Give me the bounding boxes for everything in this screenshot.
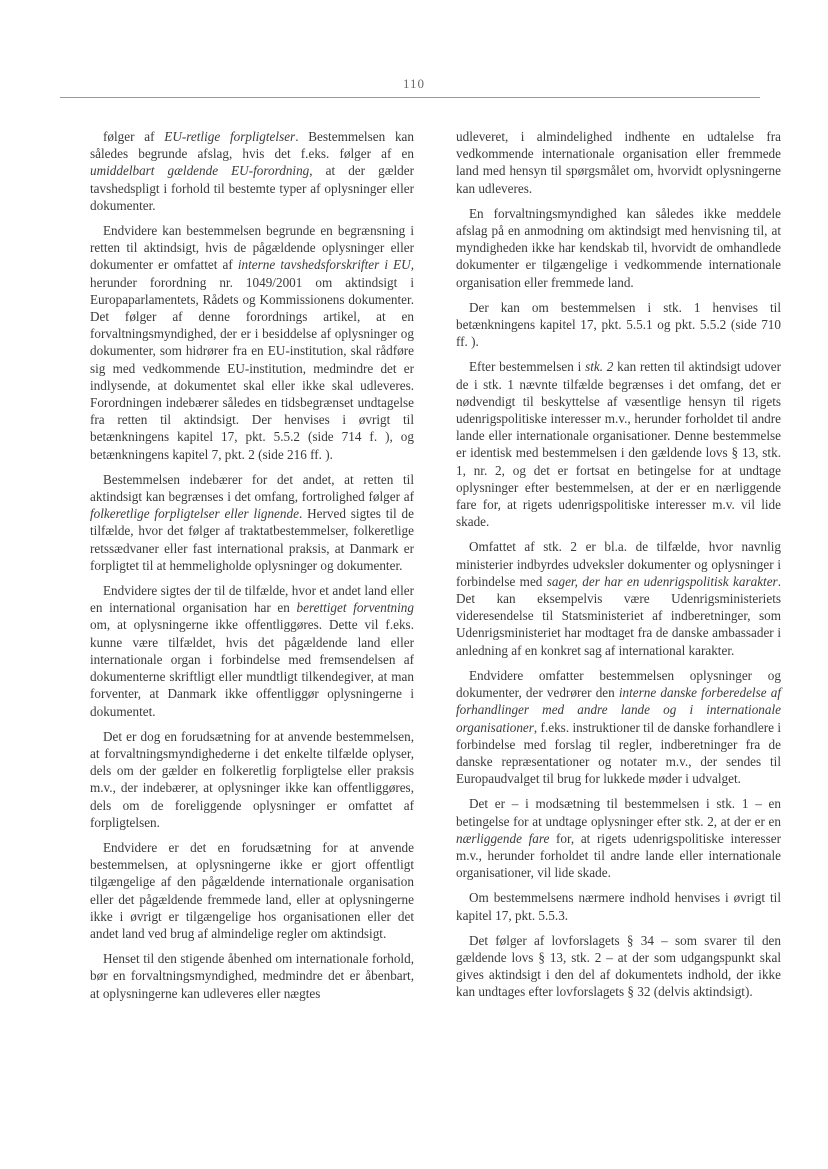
paragraph <box>90 728 414 831</box>
text-run: , herunder forordning nr. 1049/2001 om aktindsigt i Europaparlamentets, Rådets og Kommissionens dokumenter. Det følger af denne forordnings artikel, at en forvaltningsmyndighed, der er i besiddelse af oplysninger og dokumenter, som hidrører fra en EU-institution, skal rådføre sig med vedkommende EU-institution, medmindre det er indlysende, at dokumentet skal eller ikke skal udleveres. Forordningen indebærer således en tidsbegrænset undtagelse fra retten til aktindsigt. Der henvises i øvrigt til betænkningens kapitel 17, pkt. 5.5.2 (side 714 f. ), og betænkningens kapitel 7, pkt. 2 (side 216 ff. ). <box>90 257 415 462</box>
text-run: Det er dog en forudsætning for at anvende bestemmelsen, at forvaltningsmyndighederne i det enkelte tilfælde oplyser, dels om der gælder en folkeretlig forpligtelse eller praksis m.v., der indebærer, at oplysninger ikke kan offentliggøres, dels om de foreliggende oplysninger er omfattet af forpligtelsen. <box>90 728 414 830</box>
text-run: Efter bestemmelsen i <box>469 359 586 375</box>
italic-phrase: interne tavshedsforskrifter i EU <box>237 257 411 273</box>
paragraph <box>90 471 414 574</box>
paragraph <box>90 839 414 942</box>
text-run: Det følger af lovforslagets § 34 – som svarer til den gældende lovs § 13, stk. 2 – at der som udgangspunkt skal gives aktindsigt i den del af dokumentets indhold, der ikke kan undtages efter lovforslagets § 32 (delvis aktindsigt). <box>456 932 781 1000</box>
header-rule <box>60 97 760 98</box>
text-run: Det er – i modsætning til bestemmelsen i stk. 1 – en betingelse for at undtage oplysninger efter stk. 2, at der er en <box>456 796 781 829</box>
text-run: kan retten til aktindsigt udover de i stk. 1 nævnte tilfælde begrænses i det omfang, det er nødvendigt til beskyttelse af væsentlige hensyn til rigets udenrigspolitiske interesser m.v., herunder forholdet til andre lande eller internationale organisationer. Denne bestemmelse er identisk med bestemmelsen i den gældende lovs § 13, stk. 1, nr. 2, og det er fortsat en betingelse for at undtage oplysninger efter bestemmelsen, at der er en nærliggende fare for, at rigets udenrigspolitiske interesser m.v. vil lide skade. <box>456 359 781 530</box>
paragraph <box>456 128 781 197</box>
paragraph <box>456 299 781 351</box>
page-number: 110 <box>402 76 426 91</box>
paragraph <box>90 222 414 463</box>
text-run: En forvaltningsmyndighed kan således ikke meddele afslag på en anmodning om aktindsigt med henvisning til, at myndigheden ikke har kendskab til, hvorvidt de omhandlede dokumenter er tilgængelige i vedkommende internationale organisation eller fremmede land. <box>456 205 781 290</box>
text-run: Endvidere sigtes der til de tilfælde, hvor et andet land eller en international organisation har en <box>90 583 414 616</box>
text-run: Endvidere kan bestemmelsen begrunde en begrænsning i retten til aktindsigt, hvis de pågældende oplysninger eller dokumenter er omfattet af <box>90 223 414 273</box>
paragraph <box>456 795 781 881</box>
italic-phrase: stk. 2 <box>585 359 614 375</box>
text-run: , at der gælder tavshedspligt i forhold til bestemte typer af oplysninger eller dokumenter. <box>90 163 415 213</box>
text-run: Endvidere er det en forudsætning for at anvende bestemmelsen, at oplysningerne ikke er gjort offentligt tilgængelige af den pågældende internationale organisation eller det pågældende fremmede land, eller at oplysningerne ikke i øvrigt er tilgængelige hos organisationen eller det andet land ved brug af almindelige regler om aktindsigt. <box>90 839 414 941</box>
text-run: Bestemmelsen indebærer for det andet, at retten til aktindsigt kan begrænses i det omfang, fortrolighed følger af <box>90 471 414 505</box>
text-run: følger af <box>103 129 165 144</box>
text-run: . Herved sigtes til de tilfælde, hvor det følger af traktatbestemmelser, folkeretlige retssædvaner eller fast international praksis, at Danmark er forpligtet til at hemmeligholde oplysninger og dokumenter. <box>90 506 415 573</box>
text-run: Omfattet af stk. 2 er bl.a. de tilfælde, hvor navnlig ministerier indbyrdes udveksler dokumenter og oplysninger i forbindelse med <box>456 539 781 589</box>
paragraph <box>90 128 414 214</box>
paragraph <box>456 358 781 530</box>
italic-phrase: sager, der har en udenrigspolitisk karakter <box>546 573 778 589</box>
paragraph <box>456 932 781 1001</box>
text-run: for, at rigets udenrigspolitiske interesser m.v., herunder forholdet til andre lande eller internationale organisationer, vil lide skade. <box>456 830 782 881</box>
italic-phrase: nærliggende fare <box>456 830 550 846</box>
text-run: udleveret, i almindelighed indhente en udtalelse fra vedkommende internationale organisation eller fremmede land med hensyn til spørgsmålet om, hvorvidt oplysningerne kan udleveres. <box>456 129 781 196</box>
text-run: , f.eks. instruktioner til de danske forhandlere i forbindelse med forslag til regler, indberetninger fra de danske repræsentationer og notater m.v., der sendes til Europaudvalget til brug for lukkede møder i udvalget. <box>456 719 781 787</box>
text-run: om, at oplysningerne ikke offentliggøres. Dette vil f.eks. kunne være tilfældet, hvis det pågældende land eller internationale organ i forbindelse med fremsendelsen af dokumenterne skriftligt eller mundtligt tilkendegiver, at man forventer, at Danmark ikke offentliggør oplysningerne i dokumentet. <box>90 617 414 719</box>
italic-phrase: umiddelbart gældende EU-forordning <box>90 163 310 179</box>
text-run: . Det kan eksempelvis være Udenrigsministeriets videresendelse til Statsministeriet af indberetninger, som Udenrigsministeriet har modtaget fra de danske ambassader i anledning af en konkret sag af international karakter. <box>456 573 781 658</box>
italic-phrase: folkeretlige forpligtelser eller lignende <box>90 506 299 522</box>
text-run: Henset til den stigende åbenhed om internationale forhold, bør en forvaltningsmyndighed, medmindre det er åbenbart, at oplysningerne kan udleveres eller nægtes <box>90 951 414 1001</box>
italic-phrase: berettiget forventning <box>296 600 414 616</box>
text-run: Endvidere omfatter bestemmelsen oplysninger og dokumenter, der vedrører den <box>456 667 781 701</box>
paragraph <box>456 889 781 923</box>
italic-phrase: interne danske forberedelse af forhandlinger med andre lande og i internationale organisationer <box>456 685 781 735</box>
paragraph <box>90 582 414 720</box>
paragraph <box>456 667 781 787</box>
text-run: Der kan om bestemmelsen i stk. 1 henvises til betænkningens kapitel 17, pkt. 5.5.1 og pkt. 5.5.2 (side 710 ff. ). <box>456 299 781 350</box>
left-column <box>90 128 414 1010</box>
paragraph <box>456 538 781 658</box>
text-run: Om bestemmelsens nærmere indhold henvises i øvrigt til kapitel 17, pkt. 5.5.3. <box>456 890 781 923</box>
italic-phrase: EU-retlige forpligtelser <box>164 129 296 144</box>
paragraph <box>90 950 414 1002</box>
text-run: . Bestemmelsen kan således begrunde afslag, hvis det f.eks. følger af en <box>90 129 414 162</box>
paragraph <box>456 205 781 291</box>
right-column <box>456 128 781 1009</box>
